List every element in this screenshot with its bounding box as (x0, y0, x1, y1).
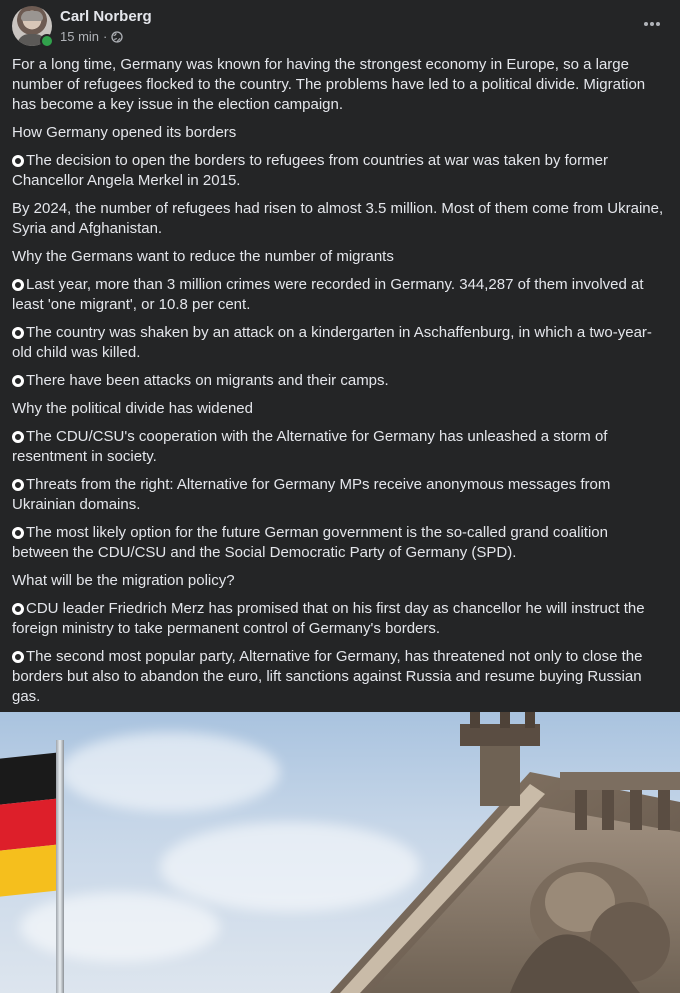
bullet-item: Threats from the right: Alternative for Germany MPs receive anonymous messages from Ukrainian domains. (12, 476, 611, 513)
more-horizontal-icon (644, 22, 648, 26)
bullet-item: There have been attacks on migrants and their camps. (12, 371, 668, 391)
reichstag-building (330, 712, 680, 993)
circle-bullet-icon (12, 327, 24, 339)
post-image[interactable] (0, 712, 680, 993)
bullet-item: The decision to open the borders to refugees from countries at war was taken by former Chancellor Angela Merkel in 2015. (12, 152, 608, 189)
bullet-item: The second most popular party, Alternative for Germany, has threatened not only to close the borders but also to abandon the euro, lift sanctions against Russia and resume buying Russian gas. (12, 648, 643, 705)
bullet-item: The most likely option for the future German government is the so-called grand coalition between the CDU/CSU and the Social Democratic Party of Germany (SPD). (12, 524, 608, 561)
meta-separator: · (103, 29, 108, 44)
bullet-item: Last year, more than 3 million crimes were recorded in Germany. 344,287 of them involved at least 'one migrant', or 10.8 per cent. (12, 276, 644, 313)
section-heading-reduce: Why the Germans want to reduce the number of migrants (12, 248, 394, 265)
online-status-indicator (40, 34, 54, 48)
circle-bullet-icon (12, 279, 24, 291)
circle-bullet-icon (12, 527, 24, 539)
refugee-stats-paragraph: By 2024, the number of refugees had risen to almost 3.5 million. Most of them come from Ukraine, Syria and Afghanistan. (12, 200, 664, 237)
section-heading-borders: How Germany opened its borders (12, 124, 237, 141)
post-timestamp[interactable]: 15 min (60, 29, 100, 44)
circle-bullet-icon (12, 603, 24, 615)
circle-bullet-icon (12, 155, 24, 167)
globe-icon (111, 31, 123, 43)
post-header (0, 0, 680, 52)
post-text (12, 55, 668, 715)
bullet-item: The CDU/CSU's cooperation with the Alternative for Germany has unleashed a storm of resentment in society. (12, 428, 608, 465)
german-flag (0, 753, 58, 898)
flagpole (56, 740, 64, 993)
section-heading-divide: Why the political divide has widened (12, 400, 253, 417)
post-meta (60, 29, 123, 44)
circle-bullet-icon (12, 479, 24, 491)
more-options-button[interactable] (638, 10, 666, 38)
circle-bullet-icon (12, 431, 24, 443)
bullet-item: The country was shaken by an attack on a kindergarten in Aschaffenburg, in which a two-year-old child was killed. (12, 324, 652, 361)
author-name[interactable]: Carl Norberg (60, 8, 152, 25)
circle-bullet-icon (12, 375, 24, 387)
intro-paragraph: For a long time, Germany was known for having the strongest economy in Europe, so a large number of refugees flocked to the country. The problems have led to a political divide. Migration has become a key issue in the election campaign. (12, 56, 646, 113)
bullet-item: CDU leader Friedrich Merz has promised that on his first day as chancellor he will instruct the foreign ministry to take permanent control of Germany's borders. (12, 600, 645, 637)
circle-bullet-icon (12, 651, 24, 663)
section-heading-policy: What will be the migration policy? (12, 572, 235, 589)
